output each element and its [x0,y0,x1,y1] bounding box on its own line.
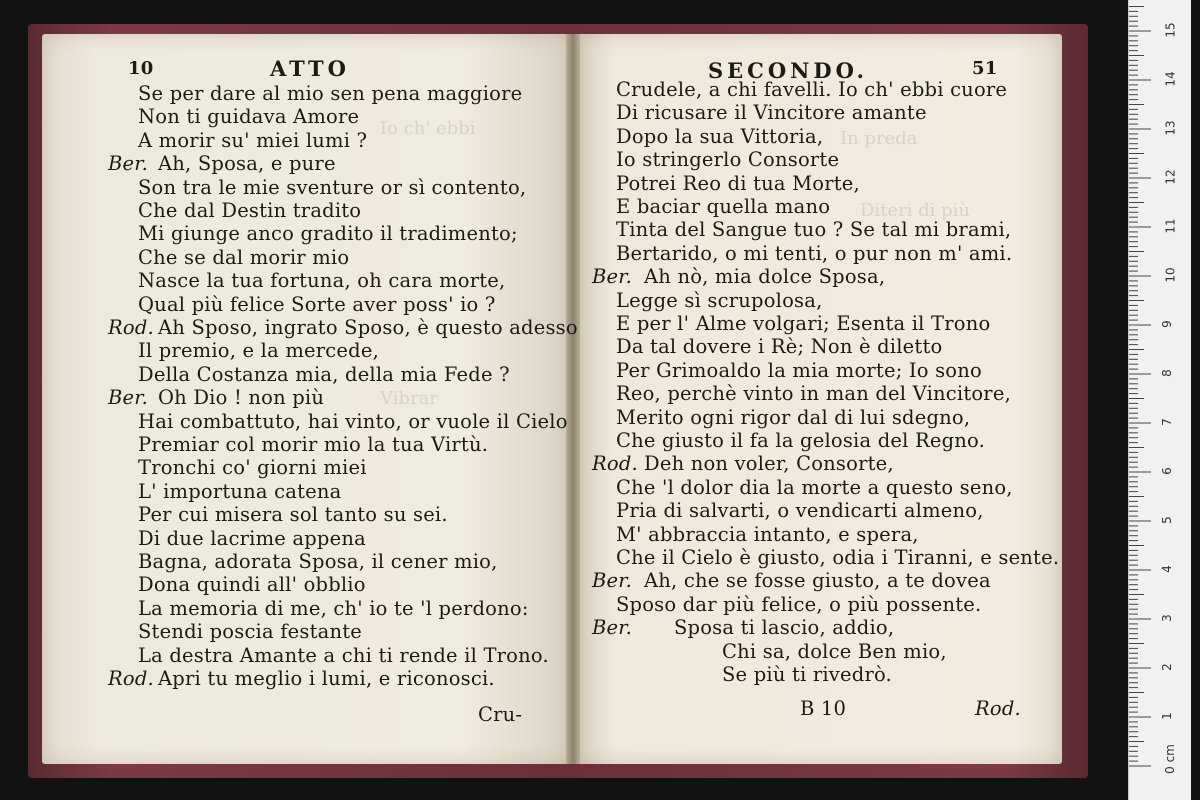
right-verse-line: Reo, perchè vinto in man del Vincitore, [616,382,1011,406]
left-verse-line: Che se dal morir mio [138,245,350,269]
right-verse-line: M' abbraccia intanto, e spera, [616,522,919,546]
left-verse-line: L' importuna catena [138,479,342,503]
right-verse-line: Merito ogni rigor dal di lui sdegno, [616,405,971,429]
left-verse-line: Non ti guidava Amore [138,105,360,129]
left-verse-line: Della Costanza mia, della mia Fede ? [138,362,510,386]
left-speaker-label: Rod. [108,667,154,690]
right-verse-line: Deh non voler, Consorte, [644,452,894,476]
left-verse-line: Apri tu meglio i lumi, e riconosci. [158,667,495,690]
right-verse-line: Sposa ti lascio, addio, [674,616,895,640]
right-verse-line: Crudele, a chi favelli. Io ch' ebbi cuore [616,78,1008,101]
right-speaker-label: Ber. [592,616,633,640]
right-page-number: 51 [972,58,998,79]
right-verse-line: Bertarido, o mi tenti, o pur non m' ami. [616,241,1013,265]
show-through-left: Io ch' ebbi [380,118,476,139]
left-verse-line: Qual più felice Sorte aver poss' io ? [138,292,496,316]
ruler-number: 9 [1159,320,1174,328]
left-speaker-label: Rod. [108,316,154,339]
ruler-number: 6 [1159,467,1174,475]
ruler-number: 2 [1159,663,1174,671]
ruler-number: 8 [1159,369,1174,377]
right-verse-line: Chi sa, dolce Ben mio, [722,639,947,663]
left-verse-line: Se per dare al mio sen pena maggiore [138,82,523,105]
right-verse-line: Legge sì scrupolosa, [616,288,823,312]
book-gutter [566,34,580,764]
right-verse-line: Se più ti rivedrò. [722,663,892,686]
left-verse-line: Di due lacrime appena [138,526,366,550]
right-verse-line: Che il Cielo è giusto, odia i Tiranni, e sente. [616,546,1060,569]
ruler-number: 14 [1163,71,1178,87]
left-verse-line: Hai combattuto, hai vinto, or vuole il Cielo [138,409,568,433]
show-through-right: In preda [840,128,918,149]
ruler-zero-label: 0 cm [1162,744,1177,774]
ruler-number: 12 [1163,169,1178,185]
left-verse-line: La destra Amante a chi ti rende il Trono. [138,643,549,667]
right-signature-mark: B 10 [800,697,847,720]
right-speaker-label: Rod. [592,452,638,476]
ruler-number: 1 [1159,712,1174,720]
right-verse-line: Per Grimoaldo la mia morte; Io sono [616,358,982,382]
left-verse-line: Premiar col morir mio la tua Virtù. [138,433,489,456]
left-verse-line: Son tra le mie sventure or sì contento, [138,175,527,199]
right-verse-line: Da tal dovere i Rè; Non è diletto [616,335,943,359]
ruler-ticks [1129,0,1191,800]
left-speaker-label: Ber. [108,152,149,176]
right-verse-line: Ah nò, mia dolce Sposa, [644,265,886,289]
right-verse-line: Dopo la sua Vittoria, [616,124,824,148]
left-running-head: ATTO [270,56,350,81]
left-verse-line: Per cui misera sol tanto su sei. [138,503,448,527]
measurement-ruler [1128,0,1191,800]
right-verse-line: E baciar quella mano [616,195,831,218]
ruler-number: 7 [1159,418,1174,426]
left-verse-line: Oh Dio ! non più [158,386,325,410]
left-verse-line: A morir su' miei lumi ? [138,128,368,152]
right-verse-line: Sposo dar più felice, o più possente. [616,592,982,616]
right-verse-line: Tinta del Sangue tuo ? Se tal mi brami, [616,218,1012,242]
left-verse-line: Il premio, e la mercede, [138,339,379,363]
left-verse-line: Tronchi co' giorni miei [138,456,367,480]
right-verse-line: Che 'l dolor dia la morte a questo seno, [616,475,1013,499]
left-page-number: 10 [128,58,154,79]
left-verse-line: La memoria di me, ch' io te 'l perdono: [138,596,529,620]
left-speaker-label: Ber. [108,386,149,410]
ruler-number: 15 [1163,22,1178,38]
right-verse-line: E per l' Alme volgari; Esenta il Trono [616,312,991,335]
show-through-right-2: Diteri di più [860,200,971,221]
right-verse-line: Di ricusare il Vincitore amante [616,101,927,125]
right-verse-line: Che giusto il fa la gelosia del Regno. [616,429,986,452]
left-verse-line: Bagna, adorata Sposa, il cener mio, [138,550,498,573]
left-verse-line: Stendi poscia festante [138,620,362,644]
show-through-left-2: Vibrar [380,388,438,409]
left-verse-line: Ah Sposo, ingrato Sposo, è questo adesso [158,316,578,339]
right-verse-line: Ah, che se fosse giusto, a te dovea [644,569,991,593]
left-catchword: Cru- [478,703,523,726]
left-verse-line: Che dal Destin tradito [138,199,362,222]
right-verse-line: Pria di salvarti, o vendicarti almeno, [616,499,984,523]
left-verse-line: Mi giunge anco gradito il tradimento; [138,222,518,246]
right-catchword: Rod. [975,697,1021,720]
right-running-head: SECONDO. [708,58,868,83]
right-verse-line: Io stringerlo Consorte [616,148,840,172]
ruler-number: 11 [1163,218,1178,234]
left-verse-line: Ah, Sposa, e pure [158,152,336,176]
ruler-number: 3 [1159,614,1174,622]
ruler-number: 5 [1159,516,1174,524]
ruler-number: 13 [1163,120,1178,136]
left-verse-line: Dona quindi all' obblio [138,573,366,597]
right-speaker-label: Ber. [592,265,633,289]
right-verse-line: Potrei Reo di tua Morte, [616,171,860,195]
right-speaker-label: Ber. [592,569,633,593]
left-verse-line: Nasce la tua fortuna, oh cara morte, [138,269,506,293]
ruler-number: 4 [1159,565,1174,573]
ruler-number: 10 [1163,267,1178,283]
